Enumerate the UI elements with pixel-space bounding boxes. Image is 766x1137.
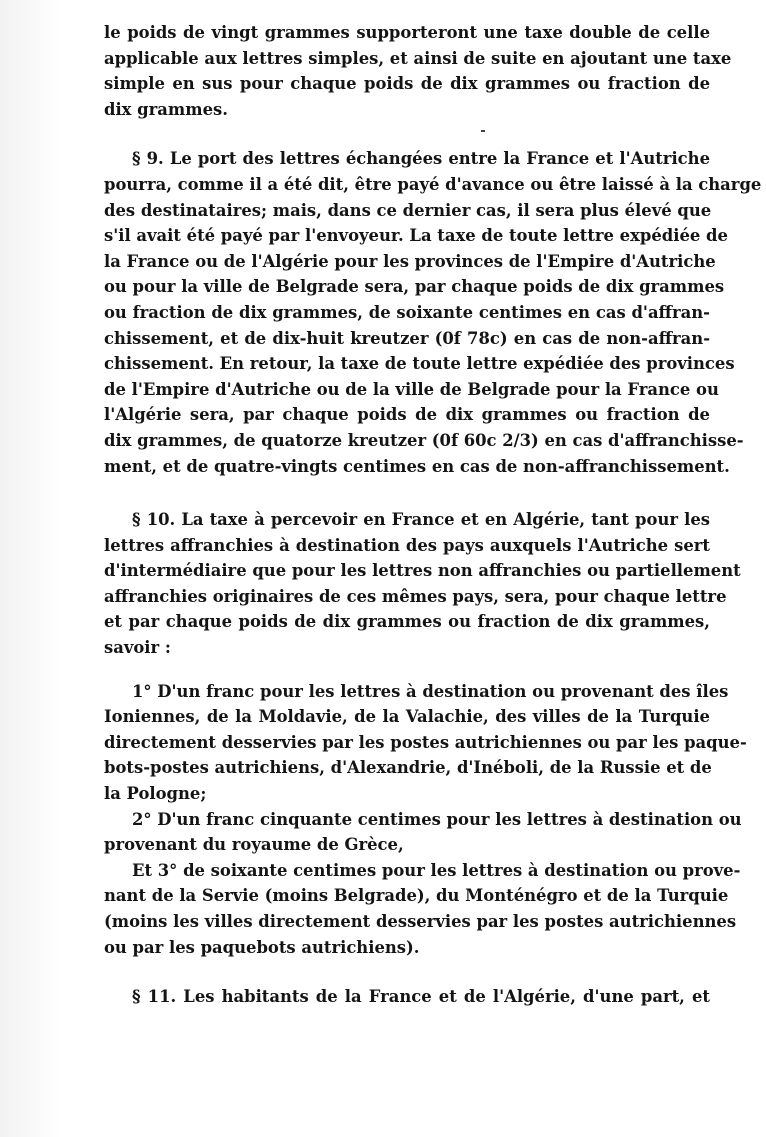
text-line: chissement. En retour, la taxe de toute lettre expédiée des provinces	[104, 354, 735, 374]
text-line: 2° D'un franc cinquante centimes pour les lettres à destination ou	[132, 809, 742, 829]
text-line: la Pologne;	[104, 784, 207, 804]
text-line: ou par les paquebots autrichiens).	[104, 937, 420, 957]
text-line: la France ou de l'Algérie pour les provinces de l'Empire d'Autriche	[104, 251, 716, 271]
text-line: le poids de vingt grammes supporteront une taxe double de celle	[104, 23, 710, 42]
text-line: ment, et de quatre-vingts centimes en cas de non-affranchissement.	[104, 456, 730, 476]
section-11-paragraph	[104, 984, 710, 1010]
text-line: l'Algérie sera, par chaque poids de dix grammes ou fraction de	[104, 405, 710, 425]
text-line: d'intermédiaire que pour les lettres non affranchies ou partiellement	[104, 561, 741, 581]
text-line: des destinataires; mais, dans ce dernier cas, il sera plus élevé que	[104, 200, 712, 220]
text-line: de l'Empire d'Autriche ou de la ville de Belgrade pour la France ou	[104, 379, 719, 399]
text-line: dix grammes.	[104, 99, 228, 119]
text-line: simple en sus pour chaque poids de dix grammes ou fraction de	[104, 74, 710, 94]
text-line: bots-postes autrichiens, d'Alexandrie, d'Inéboli, de la Russie et de	[104, 758, 712, 778]
text-line: ou fraction de dix grammes, de soixante centimes en cas d'affran-	[104, 302, 710, 322]
text-line: savoir :	[104, 638, 171, 658]
text-line: directement desservies par les postes autrichiennes ou par les paque-	[104, 732, 747, 752]
page-edge-shade	[0, 0, 60, 1137]
text-line: provenant du royaume de Grèce,	[104, 835, 404, 855]
text-line: (moins les villes directement desservies par les postes autrichiennes	[104, 912, 737, 931]
text-line: ou pour la ville de Belgrade sera, par chaque poids de dix grammes	[104, 277, 725, 297]
text-line: § 9. Le port des lettres échangées entre la France et l'Autriche	[132, 149, 710, 169]
text-line: Et 3° de soixante centimes pour les lettres à destination ou prove-	[132, 860, 741, 880]
text-line: dix grammes, de quatorze kreutzer (0f 60c 2/3) en cas d'affranchisse-	[104, 430, 744, 450]
text-line: lettres affranchies à destination des pays auxquels l'Autriche sert	[104, 535, 710, 555]
text-line: § 11. Les habitants de la France et de l'Algérie, d'une part, et	[132, 987, 710, 1007]
section-9-paragraph	[104, 146, 762, 479]
continuation-paragraph	[104, 20, 732, 122]
text-line: et par chaque poids de dix grammes ou fraction de dix grammes,	[104, 612, 710, 632]
section-10-paragraph	[104, 507, 741, 661]
text-line: nant de la Servie (moins Belgrade), du Monténégro et de la Turquie	[104, 886, 729, 906]
list-item-2	[104, 807, 742, 858]
list-item-3	[104, 858, 741, 960]
text-line: s'il avait été payé par l'envoyeur. La taxe de toute lettre expédiée de	[104, 226, 728, 246]
list-item-1	[104, 679, 747, 807]
text-line: applicable aux lettres simples, et ainsi de suite en ajoutant une taxe	[104, 48, 732, 68]
text-line: 1° D'un franc pour les lettres à destination ou provenant des îles	[132, 681, 729, 701]
text-line: § 10. La taxe à percevoir en France et en Algérie, tant pour les	[132, 510, 710, 530]
text-line: Ioniennes, de la Moldavie, de la Valachie, des villes de la Turquie	[104, 707, 710, 727]
text-line: affranchies originaires de ces mêmes pays, sera, pour chaque lettre	[104, 586, 727, 606]
text-line: chissement, et de dix-huit kreutzer (0f 78c) en cas de non-affran-	[104, 328, 710, 348]
text-line: pourra, comme il a été dit, être payé d'avance ou être laissé à la charge	[104, 174, 762, 194]
page-text	[104, 20, 762, 1010]
